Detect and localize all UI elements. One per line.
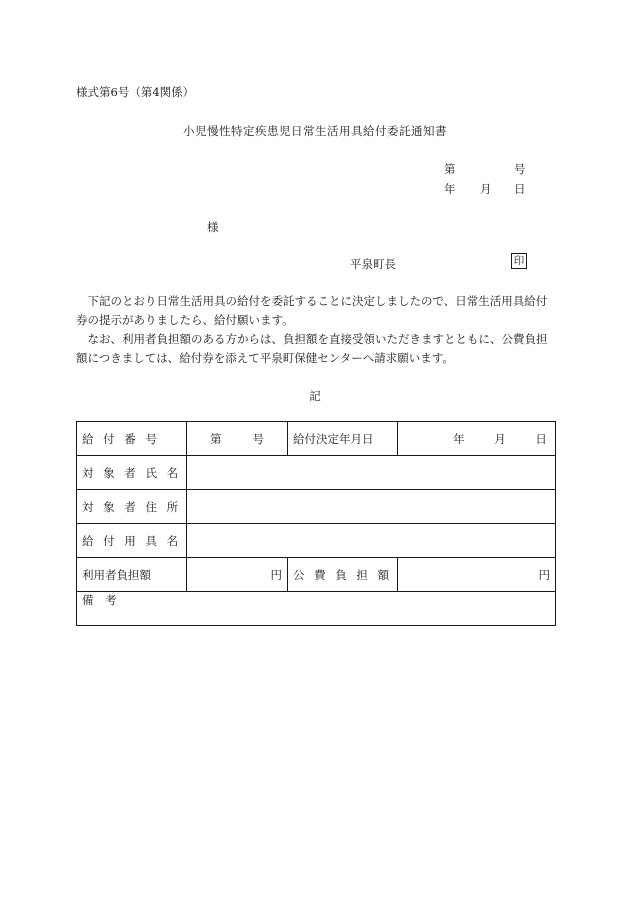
recipient-address-label: 対 象 者 住 所 — [77, 490, 187, 524]
remarks-cell — [77, 592, 556, 626]
user-burden-unit: 円 — [187, 558, 288, 592]
decision-month-label: 月 — [494, 431, 506, 446]
item-name-field — [187, 524, 556, 558]
date-day-label: 日 — [514, 182, 526, 196]
ki-heading: 記 — [309, 389, 321, 403]
public-burden-unit: 円 — [398, 558, 556, 592]
public-burden-label: 公 費 負 担 額 — [287, 558, 397, 592]
payment-number-label: 給 付 番 号 — [77, 422, 187, 456]
doc-number-suffix: 号 — [514, 162, 526, 176]
decision-year-label: 年 — [453, 431, 465, 446]
remarks-label: 備 考 — [82, 593, 117, 607]
table-row — [77, 592, 556, 626]
table-row — [77, 524, 556, 558]
user-burden-label: 利用者負担額 — [77, 558, 187, 592]
decision-day-label: 日 — [535, 431, 547, 446]
doc-number-prefix: 第 — [444, 162, 456, 176]
recipient-address-field — [187, 490, 556, 524]
seal-stamp-box: 印 — [511, 253, 527, 269]
table-row — [77, 490, 556, 524]
date-year-label: 年 — [444, 182, 456, 196]
table-row — [77, 456, 556, 490]
recipient-name-label: 対 象 者 氏 名 — [77, 456, 187, 490]
table-row — [77, 422, 556, 456]
recipient-name-field — [187, 456, 556, 490]
document-title: 小児慢性特定疾患児日常生活用具給付委託通知書 — [183, 124, 447, 138]
payment-number-go: 号 — [252, 431, 264, 446]
payment-info-table — [76, 421, 556, 626]
table-row — [77, 558, 556, 592]
body-paragraph-1: 下記のとおり日常生活用具の給付を委託することに決定しましたので、日常生活用具給付券の提示がありましたら、給付願います。 — [76, 294, 548, 327]
decision-date-field — [398, 422, 556, 456]
item-name-label: 給 付 用 具 名 — [77, 524, 187, 558]
body-text — [76, 292, 556, 368]
payment-number-field — [187, 422, 288, 456]
decision-date-label: 給付決定年月日 — [287, 422, 397, 456]
body-paragraph-2: なお、利用者負担額のある方からは、負担額を直接受領いただきますとともに、公費負担額につきましては、給付券を添えて平泉町保健センターへ請求願います。 — [76, 332, 548, 365]
date-month-label: 月 — [480, 182, 492, 196]
payment-number-dai: 第 — [210, 431, 222, 446]
form-identifier: 様式第6号（第4関係） — [76, 85, 195, 99]
issuer-name: 平泉町長 — [350, 257, 396, 271]
addressee-suffix: 様 — [207, 220, 219, 234]
